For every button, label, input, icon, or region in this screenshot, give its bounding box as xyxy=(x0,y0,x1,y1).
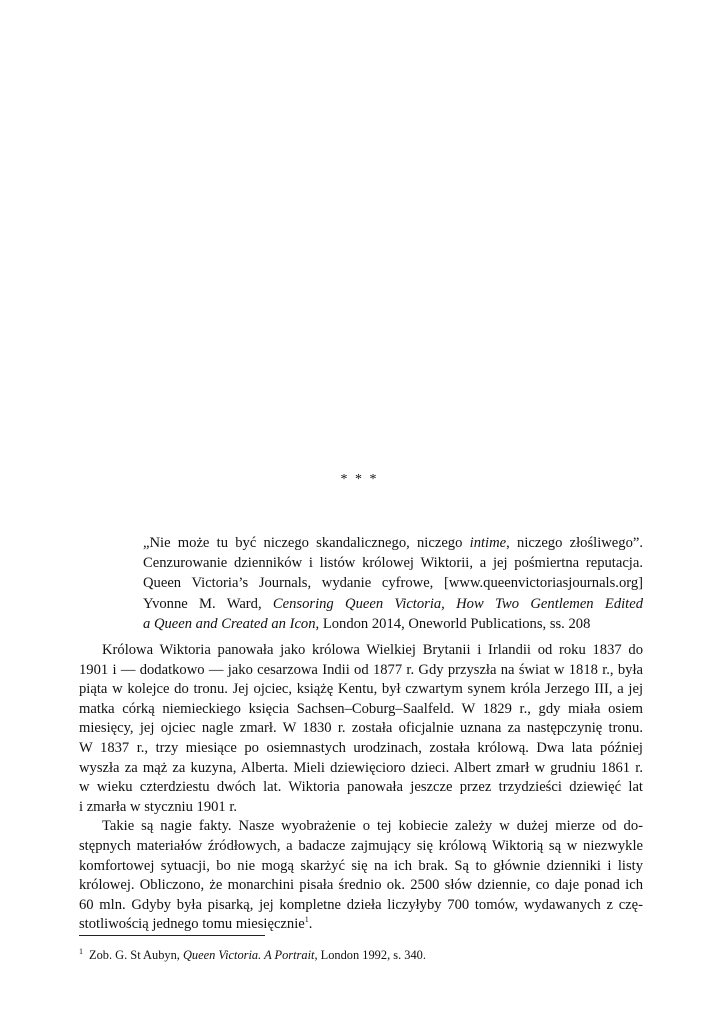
paragraph-line: stotliwością jednego tomu miesięcznie$^1$. xyxy=(79,915,313,933)
section-separator: * * * xyxy=(340,472,379,487)
paragraph-line: komfortowej sytuacji, bo nie mogą skarżyć się na ich brak. Są to głównie dzienniki i listy xyxy=(79,857,643,874)
epigraph-line: Yvonne M. Ward, Censoring Queen Victoria, How Two Gentlemen Edited xyxy=(143,595,643,612)
paragraph-line: wyszła za mąż za kuzyna, Alberta. Mieli dziewięcioro dzieci. Albert zmarł w grudniu 1861 r. xyxy=(79,759,643,776)
footnote: $^1$ Zob. G. St Aubyn, Queen Victoria. A Portrait, London 1992, s. 340. xyxy=(79,946,426,962)
paragraph-line: W 1837 r., trzy miesiące po osiemnastych urodzinach, została królową. Dwa lata później xyxy=(79,739,643,756)
paragraph-line: piąta w kolejce do tronu. Jej ojciec, książę Kentu, był czwartym synem króla Jerzego III, a jej xyxy=(79,681,643,698)
paragraph-line: matka córką niemieckiego księcia Sachsen–Coburg–Saalfeld. W 1829 r., gdy miała osiem xyxy=(79,700,643,717)
footnote-mark: 1 xyxy=(79,946,83,956)
body-text xyxy=(79,641,643,935)
paragraph-line: 1901 i — dodatkowo — jako cesarzowa Indii od 1877 r. Gdy przyszła na świat w 1818 r., była xyxy=(79,661,643,678)
paragraph-line: miesięcy, jej ojciec nagle zmarł. W 1830 r. została oficjalnie uznana za następczynię tronu. xyxy=(79,720,643,737)
paragraph xyxy=(79,817,643,935)
paragraph-line: i zmarła w styczniu 1901 r. xyxy=(79,798,238,815)
epigraph xyxy=(143,533,643,634)
paragraph-line: Królowa Wiktoria panowała jako królowa Wielkiej Brytanii i Irlandii od roku 1837 do xyxy=(102,642,643,658)
paragraph-line: stępnych materiałów źródłowych, a badacze zajmujący się królową Wiktorią są w niezwykle xyxy=(79,837,643,854)
footnote-divider xyxy=(79,935,265,936)
footnote-reference[interactable]: 1 xyxy=(304,915,309,925)
paragraph-line: 60 mln. Gdyby była pisarką, jej kompletne dzieła liczyłyby 700 tomów, wydawanych z czę- xyxy=(79,896,643,913)
paragraph-line: królowej. Obliczono, że monarchini pisała średnio ok. 2500 słów dziennie, co daje ponad ich xyxy=(79,877,643,894)
epigraph-line: Queen Victoria’s Journals, wydanie cyfrowe, [www.queenvictoriasjournals.org] xyxy=(143,575,643,592)
paragraph-line: w wieku czterdziestu dwóch lat. Wiktoria panowała jeszcze przez trzydzieści dziewięć lat xyxy=(79,779,643,796)
epigraph-line: Cenzurowanie dzienników i listów królowej Wiktorii, a jej pośmiertna reputacja. xyxy=(143,555,643,572)
epigraph-line: a Queen and Created an Icon, London 2014, Oneworld Publications, ss. 208 xyxy=(143,615,591,632)
paragraph-line: Takie są nagie fakty. Nasze wyobrażenie o tej kobiecie zależy w dużej mierze od do- xyxy=(102,818,643,835)
epigraph-line: „Nie może tu być niczego skandalicznego, niczego intime, niczego złośliwego”. xyxy=(143,535,643,551)
paragraph xyxy=(79,641,643,817)
